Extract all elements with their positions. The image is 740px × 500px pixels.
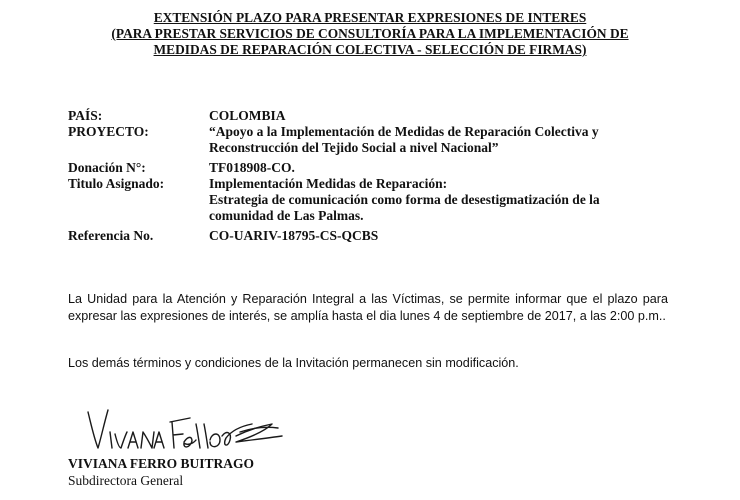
field-value (209, 124, 688, 156)
handwritten-signature-icon (86, 402, 286, 460)
field-value: COLOMBIA (209, 108, 286, 123)
field-value-line: comunidad de Las Palmas. (209, 208, 364, 223)
field-pais (68, 108, 688, 124)
field-value: TF018908-CO. (209, 160, 295, 175)
project-fields (68, 108, 688, 244)
body-paragraph-2: Los demás términos y condiciones de la Invitación permanecen sin modificación. (68, 356, 519, 370)
document-title (0, 10, 740, 58)
field-label: Referencia No. (68, 228, 154, 243)
field-value-line: Reconstrucción del Tejido Social a nivel Nacional” (209, 140, 499, 155)
field-value-line: Estrategia de comunicación como forma de desestigmatización de la (209, 192, 600, 207)
title-line-2: (PARA PRESTAR SERVICIOS DE CONSULTORÍA PARA LA IMPLEMENTACIÓN DE (111, 26, 629, 41)
title-line-1: EXTENSIÓN PLAZO PARA PRESENTAR EXPRESIONES DE INTERES (153, 10, 587, 25)
field-referencia (68, 228, 688, 244)
field-label: Titulo Asignado: (68, 176, 165, 191)
field-donacion (68, 160, 688, 176)
field-value-line: “Apoyo a la Implementación de Medidas de Reparación Colectiva y (209, 124, 599, 139)
field-value: CO-UARIV-18795-CS-QCBS (209, 228, 379, 243)
signer-name: VIVIANA FERRO BUITRAGO (68, 456, 255, 471)
field-label: Donación N°: (68, 160, 146, 175)
field-value-line: Implementación Medidas de Reparación: (209, 176, 448, 191)
signer-role: Subdirectora General (68, 473, 184, 488)
field-label: PAÍS: (68, 108, 103, 123)
field-label: PROYECTO: (68, 124, 149, 139)
field-proyecto (68, 124, 688, 156)
field-titulo (68, 176, 688, 224)
field-value (209, 176, 688, 224)
body-paragraph-1: La Unidad para la Atención y Reparación Integral a las Víctimas, se permite informar que el plazo para expresar las expresiones de interés, se amplía hasta el dia lunes 4 de septiembre de 2017, a las 2:00 p.m.. (68, 292, 668, 323)
title-line-3: MEDIDAS DE REPARACIÓN COLECTIVA - SELECCIÓN DE FIRMAS) (153, 42, 587, 57)
